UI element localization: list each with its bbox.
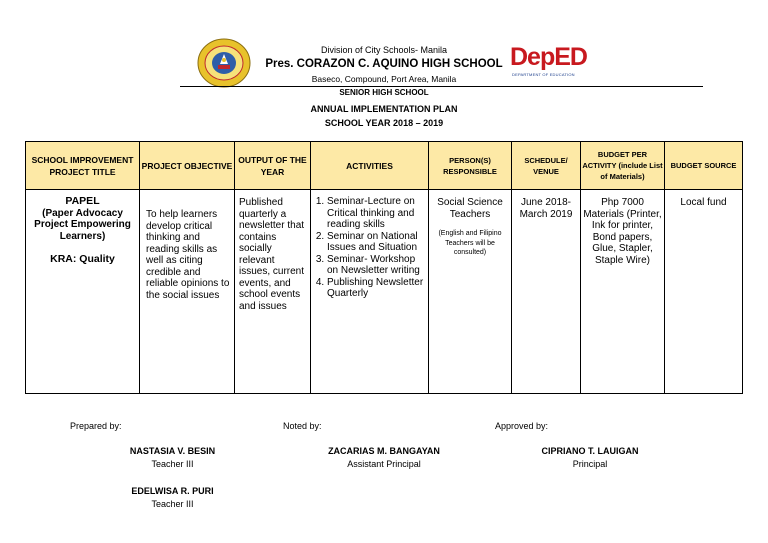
prepared-by-label: Prepared by:: [70, 421, 122, 431]
noter-name: ZACARIAS M. BANGAYAN: [328, 446, 440, 456]
approver-name: CIPRIANO T. LAUIGAN: [541, 446, 639, 456]
noted-by-label: Noted by:: [283, 421, 322, 431]
header-divider: [180, 86, 703, 87]
approved-by-label: Approved by:: [495, 421, 549, 431]
cell-persons-responsible: [429, 190, 512, 394]
preparer1-name: NASTASIA V. BESIN: [129, 446, 216, 456]
school-year: SCHOOL YEAR 2018 – 2019: [324, 118, 444, 128]
list-item: 2. Seminar on National Issues and Situation: [327, 231, 426, 254]
plan-title: ANNUAL IMPLEMENTATION PLAN: [310, 104, 458, 114]
persons-responsible-text: Social Science Teachers: [437, 197, 503, 220]
table-row: [26, 190, 743, 394]
project-kra: KRA: Quality: [50, 253, 115, 265]
activities-list: [313, 196, 426, 300]
header-persons-responsible: PERSON(S) RESPONSIBLE: [429, 142, 512, 190]
preparer2-position: Teacher III: [151, 499, 194, 509]
cell-schedule: June 2018- March 2019: [512, 190, 581, 394]
department-text: SENIOR HIGH SCHOOL: [339, 88, 429, 97]
header-activities: ACTIVITIES: [311, 142, 429, 190]
header-project-objective: PROJECT OBJECTIVE: [140, 142, 235, 190]
project-title-sub: (Paper Advocacy Project Empowering Learners): [34, 207, 131, 242]
cell-budget-source: Local fund: [665, 190, 743, 394]
preparer2-name: EDELWISA R. PURI: [131, 486, 214, 496]
header-budget-per-activity: BUDGET PER ACTIVITY (include List of Materials): [581, 142, 665, 190]
noter-position: Assistant Principal: [347, 459, 421, 469]
school-name: Pres. CORAZON C. AQUINO HIGH SCHOOL: [265, 58, 503, 70]
project-title-main: PAPEL: [65, 195, 100, 207]
cell-output: Published quarterly a newsletter that contains socially relevant issues, current events, and school events and issues: [235, 190, 311, 394]
division-text: Division of City Schools- Manila: [320, 45, 448, 55]
header-budget-source: BUDGET SOURCE: [665, 142, 743, 190]
cell-budget: Php 7000 Materials (Printer, Ink for printer, Bond papers, Glue, Stapler, Staple Wire): [581, 190, 665, 394]
deped-logo: [510, 42, 590, 82]
cell-project-objective: To help learners develop critical thinking and reading skills as well as citing credible and reliable opinions to the social issues: [140, 190, 235, 394]
school-address: Baseco, Compound, Port Area, Manila: [311, 74, 457, 84]
deped-logo-subtext: DEPARTMENT OF EDUCATION: [512, 72, 575, 77]
persons-responsible-note: (English and Filipino Teachers will be consulted): [438, 230, 502, 256]
header-output: OUTPUT OF THE YEAR: [235, 142, 311, 190]
approver-position: Principal: [572, 459, 608, 469]
header-project-title: SCHOOL IMPROVEMENT PROJECT TITLE: [26, 142, 140, 190]
list-item: 4. Publishing Newsletter Quarterly: [327, 277, 426, 300]
preparer1-position: Teacher III: [151, 459, 194, 469]
cell-project-title: [26, 190, 140, 394]
table-header-row: [26, 142, 743, 190]
deped-logo-text: DepED: [510, 43, 587, 71]
list-item: 1. Seminar-Lecture on Critical thinking and reading skills: [327, 196, 426, 231]
implementation-plan-table: [25, 141, 743, 394]
header-schedule-venue: SCHEDULE/ VENUE: [512, 142, 581, 190]
list-item: 3. Seminar- Workshop on Newsletter writing: [327, 254, 426, 277]
cell-activities: [311, 190, 429, 394]
